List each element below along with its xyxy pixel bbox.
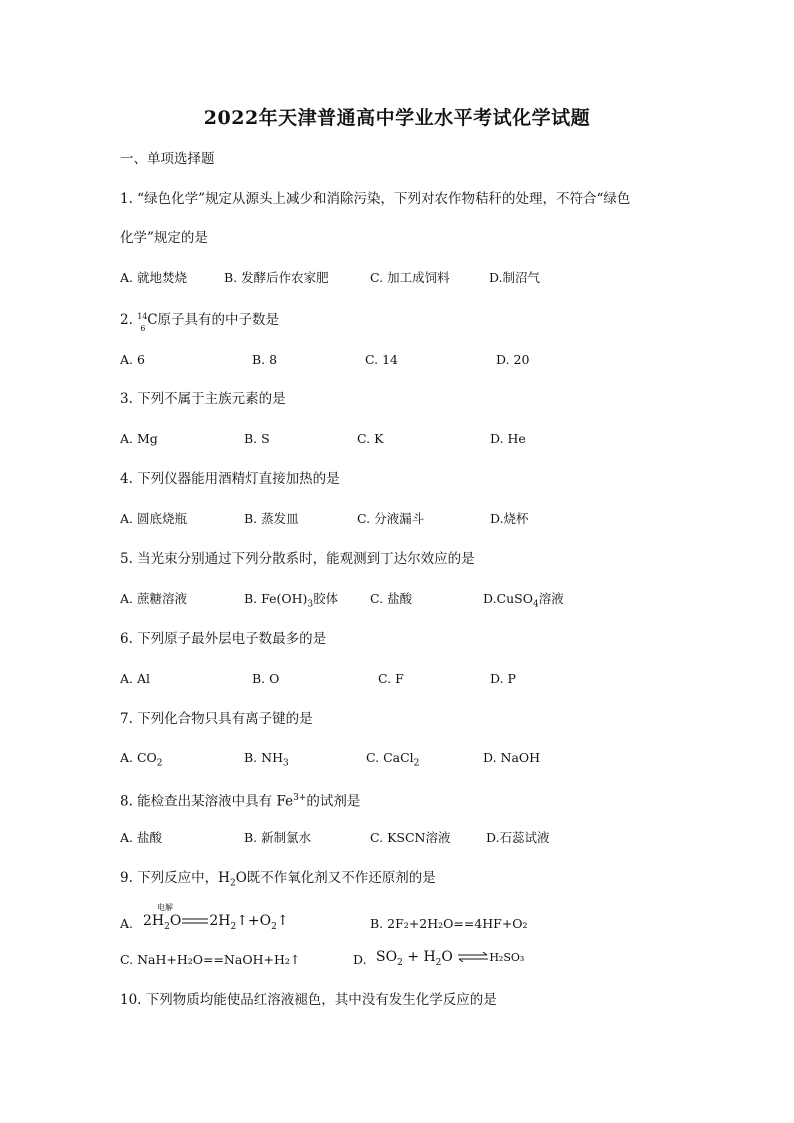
equals-sign-icon [181,916,209,926]
q7-option-c-subscript: 2 [413,758,420,769]
question-2 [120,311,280,333]
question-9 [120,869,436,893]
reversible-arrow-icon [457,952,489,962]
q8-option-a: A. 盐酸 [120,830,162,845]
q6-option-d: D. P [490,671,516,686]
q7-option-c [366,749,419,773]
q2-option-d: D. 20 [496,352,530,367]
q9-option-c: C. NaH+H₂O==NaOH+H₂↑ [120,952,301,967]
q7-option-b-subscript: 3 [282,758,289,769]
q5-option-b-subscript: 3 [307,599,314,610]
page-title: 2022年天津普通高中学业水平考试化学试题 [203,107,591,129]
q9-option-d-product: H₂SO₃ [489,951,525,964]
q5-option-c: C. 盐酸 [370,591,413,606]
q1-option-d: D.制沼气 [489,270,541,285]
q5-option-a: A. 蔗糖溶液 [120,591,187,606]
question-1-line2: 化学”规定的是 [120,230,208,246]
q9-option-a-condition: 电解 [157,903,173,912]
q1-option-b: B. 发酵后作农家肥 [224,270,329,285]
q9-option-d-equation: $SO_2 + H_2O$ H₂SO₃ [376,949,525,968]
q4-option-c: C. 分液漏斗 [357,511,425,526]
q6-option-a: A. Al [120,671,150,686]
q4-option-a: A. 圆底烧瓶 [120,511,187,526]
q4-option-b: B. 蒸发皿 [244,511,299,526]
question-5: 5. 当光束分别通过下列分散系时，能观测到丁达尔效应的是 [120,551,475,567]
question-8-suffix: 的试剂是 [306,793,361,810]
question-9-suffix: O既不作氧化剂又不作还原剂的是 [235,870,436,886]
question-8 [120,789,360,811]
question-6: 6. 下列原子最外层电子数最多的是 [120,631,327,647]
q8-option-d: D.石蕊试液 [486,830,550,845]
q2-option-b: B. 8 [252,352,278,367]
q8-option-b: B. 新制氯水 [244,830,312,845]
q3-option-d: D. He [490,431,526,446]
q9-option-a-equation: $2H_2O$ $2H_2↑+O_2↑$ [143,913,289,932]
q5-option-b-suffix: 胶体 [313,591,339,606]
question-9-subscript: 2 [229,878,236,889]
isotope-notation [137,311,148,333]
q2-option-c: C. 14 [365,352,398,367]
atomic-number: 6 [140,324,146,333]
q6-option-c: C. F [378,671,404,686]
q9-option-b: B. 2F₂+2H₂O==4HF+O₂ [370,916,528,931]
q3-option-b: B. S [244,431,270,446]
q7-option-b-formula: B. NH [244,750,283,765]
q1-option-c: C. 加工成饲料 [370,270,450,285]
q7-option-a [120,749,163,773]
question-4: 4. 下列仪器能用酒精灯直接加热的是 [120,471,340,487]
question-3: 3. 下列不属于主族元素的是 [120,391,286,407]
q5-option-b-formula: B. Fe(OH) [244,591,308,606]
question-7: 7. 下列化合物只具有离子键的是 [120,711,313,727]
q7-option-b [244,749,289,773]
q3-option-a: A. Mg [120,431,158,446]
q5-option-d-formula: D.CuSO [483,591,533,606]
question-8-charge: 3+ [293,793,307,803]
q8-option-c: C. KSCN溶液 [370,830,451,845]
element-symbol: C [147,312,158,328]
q3-option-c: C. K [357,431,384,446]
q5-option-d-subscript: 4 [532,599,539,610]
q9-option-d-label: D. [353,952,367,967]
q5-option-d [483,590,564,614]
q7-option-a-subscript: 2 [156,758,163,769]
q7-option-a-formula: A. CO [120,750,157,765]
q7-option-c-formula: C. CaCl [366,750,414,765]
q4-option-d: D.烧杯 [490,511,529,526]
question-9-text: 9. 下列反应中，H [120,870,230,886]
q1-option-a: A. 就地焚烧 [120,270,187,285]
question-8-text: 8. 能检查出某溶液中具有 Fe [120,793,294,810]
q7-option-d: D. NaOH [483,750,541,765]
section-heading: 一、单项选择题 [120,151,215,167]
q9-option-a-label: A. [120,916,134,931]
q6-option-b: B. O [252,671,280,686]
mass-number: 14 [137,312,148,321]
q5-option-d-suffix: 溶液 [538,591,564,606]
question-10: 10. 下列物质均能使品红溶液褪色，其中没有发生化学反应的是 [120,992,497,1008]
q5-option-b [244,590,338,614]
question-2-number: 2. [120,312,133,328]
question-1-line1: 1. “绿色化学”规定从源头上减少和消除污染，下列对农作物秸秆的处理，不符合“绿色 [120,191,631,207]
q2-option-a: A. 6 [120,352,145,367]
question-2-text: 原子具有的中子数是 [157,312,280,328]
